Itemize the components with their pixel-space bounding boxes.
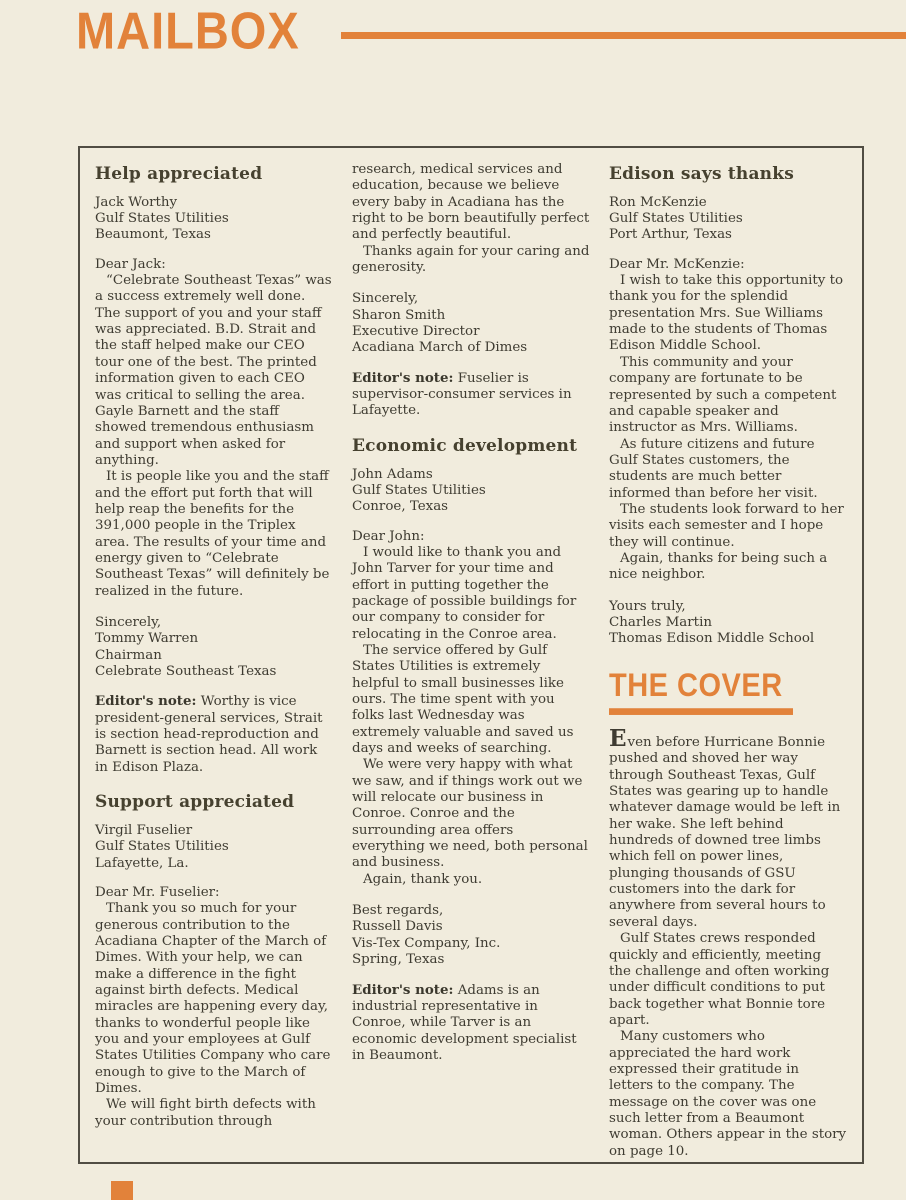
masthead-rule bbox=[341, 32, 906, 39]
editors-note: Editor's note: Worthy is vice president-general services, Strait is section head-reproduction and Barnett is section head. All work in Edison Plaza. bbox=[95, 693, 323, 775]
letter-paragraph: research, medical services and education, because we believe every baby in Acadiana has the right to be born beautifully perfect and perfectly beautiful. bbox=[352, 162, 590, 243]
letter-paragraph: I would like to thank you and John Tarver for your time and effort in putting together the package of possible buildings for our company to consider for relocating in the Conroe area. bbox=[352, 544, 577, 642]
letter-paragraph: Again, thanks for being such a nice neighbor. bbox=[609, 550, 828, 583]
signature-line: Thomas Edison Middle School bbox=[609, 631, 815, 647]
section-heading: Support appreciated bbox=[95, 792, 295, 813]
letter-paragraph: We will fight birth defects with your contribution through bbox=[95, 1097, 316, 1129]
letter-paragraph: Thanks again for your caring and generosity. bbox=[352, 243, 590, 276]
drop-cap: E bbox=[609, 725, 627, 753]
letter-address bbox=[609, 195, 847, 244]
masthead-title: MAILBOX bbox=[76, 1, 300, 60]
editors-note: Editor's note: Fuselier is supervisor-consumer services in Lafayette. bbox=[352, 369, 572, 419]
signature-line: Celebrate Southeast Texas bbox=[95, 664, 277, 680]
letter-paragraph: This community and your company are fortunate to be represented by such a competent and capable speaker and instructor as Mrs. Williams. bbox=[609, 354, 837, 436]
page-footer-tab bbox=[111, 1181, 133, 1200]
signature-line: Sincerely, bbox=[352, 291, 419, 307]
address-line: Gulf States Utilities bbox=[95, 839, 229, 855]
signature-line: Spring, Texas bbox=[352, 952, 445, 968]
signature-line: Tommy Warren bbox=[95, 631, 199, 647]
signature-line: Best regards, bbox=[352, 903, 444, 919]
letter-paragraph: The students look forward to her visits each semester and I hope they will continue. bbox=[609, 501, 844, 550]
letter-paragraph: The service offered by Gulf States Utilities is extremely helpful to small businesses like ours. The time spent with you folks last Wednesday was extremely valuable and saved us days and weeks of searching. bbox=[352, 642, 574, 757]
address-line: Conroe, Texas bbox=[352, 499, 449, 515]
address-line: Ron McKenzie bbox=[609, 194, 707, 210]
editors-note: Editor's note: Adams is an industrial representative in Conroe, while Tarver is an economic development specialist in Beaumont. bbox=[352, 981, 577, 1063]
signature-line: Charles Martin bbox=[609, 614, 712, 630]
letter-paragraph: “Celebrate Southeast Texas” was a success extremely well done. The support of you and your staff was appreciated. B.D. Strait and the staff helped make our CEO tour one of the best. The printed information given to each CEO was critical to selling the area. Gayle Barnett and the staff showed tremendous enthusiasm and support when asked for anything. bbox=[95, 273, 332, 468]
letter-signature bbox=[95, 615, 333, 680]
letter-signature bbox=[352, 903, 590, 968]
section-heading: Edison says thanks bbox=[609, 164, 794, 184]
letter-salutation: Dear Mr. Fuselier: bbox=[95, 884, 220, 900]
letter-paragraph: I wish to take this opportunity to thank you for the splendid presentation Mrs. Sue Williams made to the students of Thomas Edison Middle School. bbox=[609, 273, 844, 354]
editors-note-label: Editor's note: bbox=[95, 693, 197, 710]
address-line: Gulf States Utilities bbox=[95, 211, 229, 227]
letter-paragraph: Many customers who appreciated the hard work expressed their gratitude in letters to the company. The message on the cover was one such letter from a Beaumont woman. Others appear in the story on page 10. bbox=[609, 1029, 847, 1159]
address-line: Gulf States Utilities bbox=[352, 482, 486, 498]
section-heading: Economic development bbox=[352, 435, 578, 456]
address-line: Port Arthur, Texas bbox=[609, 227, 732, 243]
address-line: John Adams bbox=[352, 466, 433, 482]
section-heading: Help appreciated bbox=[95, 164, 263, 184]
letter-paragraph: Even before Hurricane Bonnie pushed and shoved her way through Southeast Texas, Gulf States was gearing up to handle whatever damage would be left in her wake. She left behind hundreds of downed tree limbs which fell on power lines, plunging thousands of GSU customers into the dark for anywhere from several hours to several days. bbox=[609, 725, 841, 930]
signature-line: Yours truly, bbox=[609, 598, 686, 614]
letter-paragraph: Gulf States crews responded quickly and efficiently, meeting the challenge and often working under difficult conditions to put back together what Bonnie tore apart. bbox=[609, 931, 830, 1028]
editors-note-label: Editor's note: bbox=[352, 981, 454, 998]
address-line: Beaumont, Texas bbox=[95, 227, 211, 243]
letters-panel bbox=[78, 146, 864, 1164]
letter-paragraph: Again, thank you. bbox=[363, 871, 483, 887]
letter-signature bbox=[352, 291, 590, 356]
letter-address bbox=[352, 467, 590, 516]
letter-salutation: Dear Jack: bbox=[95, 256, 166, 272]
cover-title: THE COVER bbox=[609, 666, 793, 715]
letter-paragraph: We were very happy with what we saw, and if things work out we will relocate our business in Conroe. Conroe and the surrounding area offers everything we need, both personal and business. bbox=[352, 757, 588, 871]
signature-line: Vis-Tex Company, Inc. bbox=[352, 935, 501, 951]
letter-paragraph: As future citizens and future Gulf States customers, the students are much better informed than before her visit. bbox=[609, 436, 818, 501]
address-line: Lafayette, La. bbox=[95, 855, 189, 871]
address-line: Gulf States Utilities bbox=[609, 211, 743, 227]
column-left bbox=[95, 162, 333, 1152]
letter-salutation: Dear Mr. McKenzie: bbox=[609, 256, 745, 272]
letter-address bbox=[95, 195, 333, 244]
letter-salutation: Dear John: bbox=[352, 528, 425, 544]
editors-note-label: Editor's note: bbox=[352, 369, 454, 386]
letter-paragraph: Thank you so much for your generous contribution to the Acadiana Chapter of the March of Dimes. With your help, we can make a difference in the fight against birth defects. Medical miracles are happening every day, thanks to wonderful people like you and your employees at Gulf States Utilities Company who care enough to give to the March of Dimes. bbox=[95, 901, 331, 1096]
letter-address bbox=[95, 823, 333, 872]
column-right bbox=[609, 162, 847, 1159]
column-middle bbox=[352, 162, 590, 1152]
signature-line: Sincerely, bbox=[95, 614, 162, 630]
address-line: Jack Worthy bbox=[95, 194, 178, 210]
letter-signature bbox=[609, 599, 847, 648]
signature-line: Executive Director bbox=[352, 324, 480, 340]
signature-line: Sharon Smith bbox=[352, 307, 446, 323]
letter-paragraph: It is people like you and the staff and the effort put forth that will help reap the benefits for the 391,000 people in the Triplex area. The results of your time and energy given to “Celebrate Southeast Texas” will definitely be realized in the future. bbox=[95, 469, 330, 599]
signature-line: Chairman bbox=[95, 647, 162, 663]
signature-line: Acadiana March of Dimes bbox=[352, 340, 528, 356]
address-line: Virgil Fuselier bbox=[95, 822, 193, 838]
signature-line: Russell Davis bbox=[352, 919, 443, 935]
